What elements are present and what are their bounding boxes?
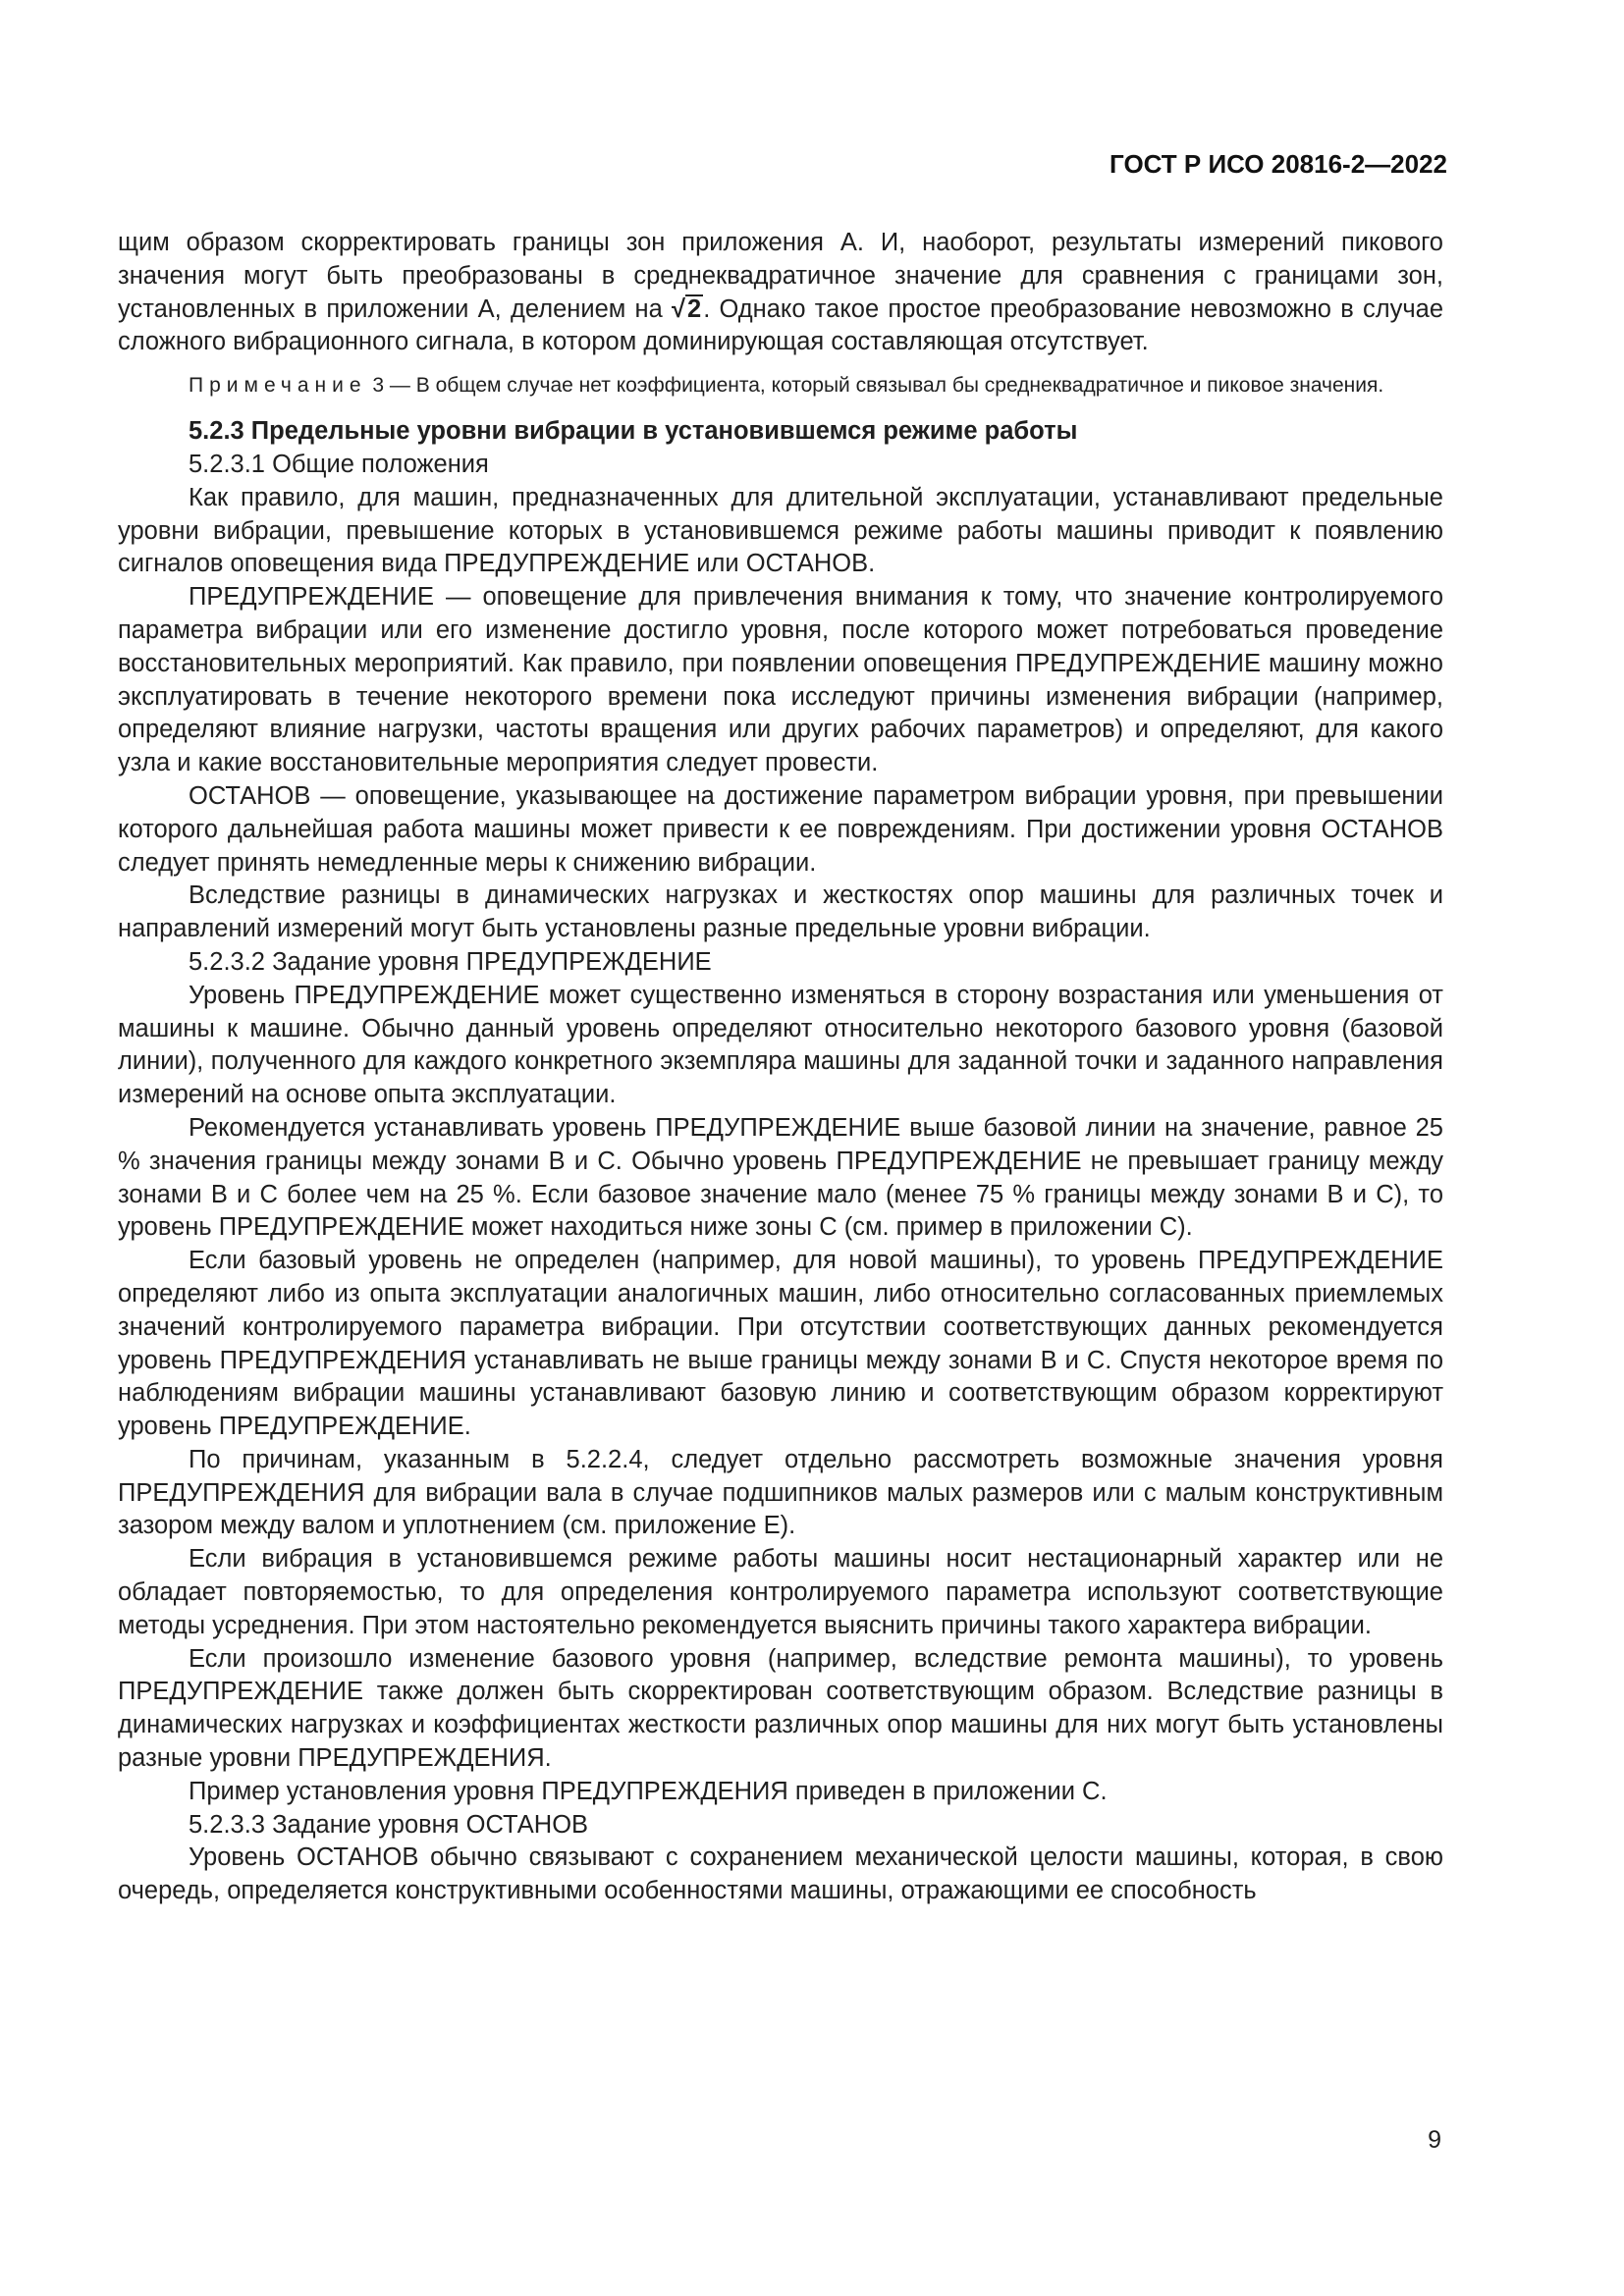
paragraph: ПРЕДУПРЕЖДЕНИЕ — оповещение для привлечения внимания к тому, что значение контролируемого параметра вибрации или его изменение достигло уровня, после которого может потребоваться проведение восстановительных мероприятий. Как правило, при появлении оповещения ПРЕДУПРЕЖДЕНИЕ машину можно эксплуатировать в течение некоторого времени пока исследуют причины изменения вибрации (например, определяют влияние нагрузки, частоты вращения или других рабочих параметров) и определяют, для какого узла и какие восстановительные мероприятия следует провести. xyxy=(118,583,1443,777)
paragraph: Рекомендуется устанавливать уровень ПРЕДУПРЕЖДЕНИЕ выше базовой линии на значение, равное 25 % значения границы между зонами В и С. Обычно уровень ПРЕДУПРЕЖДЕНИЕ не превышает границу между зонами В и С более чем на 25 %. Если базовое значение мало (менее 75 % границы между зонами В и С), то уровень ПРЕДУПРЕЖДЕНИЕ может находиться ниже зоны С (см. пример в приложении С). xyxy=(118,1113,1443,1242)
subsection-title-5-2-3-3: 5.2.3.3 Задание уровня ОСТАНОВ xyxy=(189,1810,589,1839)
subsection-title-5-2-3-2: 5.2.3.2 Задание уровня ПРЕДУПРЕЖДЕНИЕ xyxy=(189,947,712,976)
paragraph: Если базовый уровень не определен (например, для новой машины), то уровень ПРЕДУПРЕЖДЕНИЕ определяют либо из опыта эксплуатации аналогичных машин, либо относительно согласованных приемлемых значений контролируемого параметра вибрации. При отсутствии соответствующих данных рекомендуется уровень ПРЕДУПРЕЖДЕНИЯ устанавливать не выше границы между зонами В и С. Спустя некоторое время по наблюдениям вибрации машины устанавливают базовую линию и соответствующим образом корректируют уровень ПРЕДУПРЕЖДЕНИЕ. xyxy=(118,1247,1443,1441)
paragraph: Пример установления уровня ПРЕДУПРЕЖДЕНИЯ приведен в приложении С. xyxy=(189,1777,1108,1805)
paragraph: Вследствие разницы в динамических нагрузках и жесткостях опор машины для различных точек и направлений измерений могут быть установлены разные предельные уровни вибрации. xyxy=(118,881,1443,943)
sqrt-two-formula xyxy=(672,295,703,323)
section-heading-5-2-3: 5.2.3 Предельные уровни вибрации в установившемся режиме работы xyxy=(189,417,1078,446)
paragraph-text-before: щим образом скорректировать границы зон приложения А. И, наоборот, результаты измерений пикового значения могут быть преобразованы в среднеквадратичное значение для сравнения с границами зон, установленных в приложении А, делением на xyxy=(118,229,1443,323)
paragraph: Уровень ПРЕДУПРЕЖДЕНИЕ может существенно изменяться в сторону возрастания или уменьшения от машины к машине. Обычно данный уровень определяют относительно некоторого базового уровня (базовой линии), полученного для каждого конкретного экземпляра машины для заданной точки и заданного направления измерений на основе опыта эксплуатации. xyxy=(118,981,1443,1109)
paragraph: Как правило, для машин, предназначенных для длительной эксплуатации, устанавливают предельные уровни вибрации, превышение которых в установившемся режиме работы машины приводит к появлению сигналов оповещения вида ПРЕДУПРЕЖДЕНИЕ или ОСТАНОВ. xyxy=(118,483,1443,578)
sqrt-symbol: √ xyxy=(672,294,686,323)
page-number: 9 xyxy=(1428,2126,1441,2154)
paragraph: Если произошло изменение базового уровня (например, вследствие ремонта машины), то уровень ПРЕДУПРЕЖДЕНИЕ также должен быть скорректирован соответствующим образом. Вследствие разницы в динамических нагрузках и коэффициентах жесткости различных опор машины для них могут быть установлены разные уровни ПРЕДУПРЕЖДЕНИЯ. xyxy=(118,1644,1443,1773)
paragraph: ОСТАНОВ — оповещение, указывающее на достижение параметром вибрации уровня, при превышении которого дальнейшая работа машины может привести к ее повреждениям. При достижении уровня ОСТАНОВ следует принять немедленные меры к снижению вибрации. xyxy=(118,781,1443,877)
document-code-header: ГОСТ Р ИСО 20816-2—2022 xyxy=(1110,149,1447,179)
paragraph-text-after: . Однако такое простое преобразование невозможно в случае сложного вибрационного сигнала, в котором доминирующая составляющая отсутствует. xyxy=(118,294,1443,356)
continued-paragraph xyxy=(118,227,1443,359)
paragraph: Если вибрация в установившемся режиме работы машины носит нестационарный характер или не обладает повторяемостью, то для определения контролируемого параметра используют соответствующие методы усреднения. При этом настоятельно рекомендуется выяснить причины такого характера вибрации. xyxy=(118,1545,1443,1639)
note-label: Примечание xyxy=(189,374,367,398)
sqrt-radicand: 2 xyxy=(687,294,702,323)
note-3 xyxy=(118,371,1443,400)
page-body xyxy=(118,227,1443,1908)
subsection-title-5-2-3-1: 5.2.3.1 Общие положения xyxy=(189,450,489,478)
paragraph: По причинам, указанным в 5.2.2.4, следует отдельно рассмотреть возможные значения уровня ПРЕДУПРЕЖДЕНИЯ для вибрации вала в случае подшипников малых размеров или с малым конструктивным зазором между валом и уплотнением (см. приложение Е). xyxy=(118,1445,1443,1540)
note-text: 3 — В общем случае нет коэффициента, который связывал бы среднеквадратичное и пиковое значения. xyxy=(366,374,1384,398)
paragraph: Уровень ОСТАНОВ обычно связывают с сохранением механической целости машины, которая, в свою очередь, определяется конструктивными особенностями машины, отражающими ее способность xyxy=(118,1843,1443,1905)
